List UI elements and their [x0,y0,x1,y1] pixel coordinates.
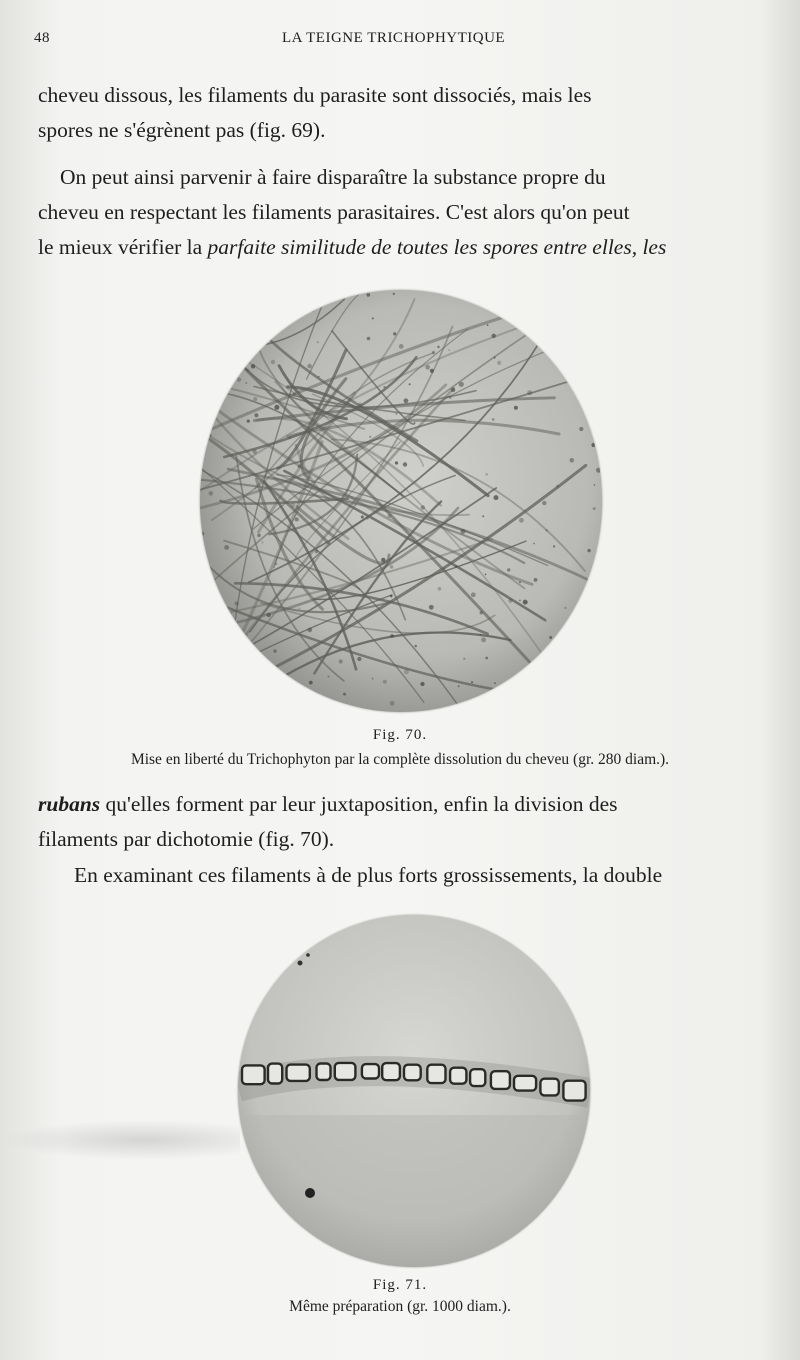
paragraph-1-line-2: spores ne s'égrènent pas (fig. 69). [38,118,326,142]
spore-cell [382,1063,400,1080]
spore-dot [299,493,301,495]
spore-dot [343,693,346,696]
paragraph-3-line-1 [38,787,762,822]
spore-dot [519,581,521,583]
spore-dot [430,369,434,373]
spore-dot [245,382,247,384]
spore-dot [383,680,387,684]
spore-dot [307,364,312,369]
spore-dot [254,413,258,417]
spore-cell [514,1076,536,1091]
spore-cell [335,1063,356,1080]
spore-dot [290,502,295,507]
spore-dot [209,491,214,496]
spore-dot [590,410,592,412]
spore-dot [366,517,368,519]
spore-dot [594,563,598,567]
spore-cell [242,1065,265,1084]
spore-dot [527,390,532,395]
spore-dot [409,383,411,385]
figure-71-caption: Même préparation (gr. 1000 diam.). [289,1298,511,1315]
spore-dot [595,603,600,608]
spore-dot [492,418,495,421]
paragraph-3-line-1-rest: qu'elles forment par leur juxtaposition, enfin la division des [100,792,618,816]
spore-dot [420,682,424,686]
spore-cell [427,1065,445,1083]
spore-dot [295,517,299,521]
spore-dot [396,413,398,415]
spore-dot [480,611,483,614]
spore-dot [492,334,496,338]
spore-dot [372,677,374,679]
figure-70-label: Fig. 70. [372,727,428,743]
paragraph-2-line-3-start: le mieux vérifier la [38,235,208,259]
spore-dot [253,397,257,401]
spore-dot [414,645,417,648]
spore-dot [393,293,395,295]
spore-dot [267,613,271,617]
spore-dot [517,295,521,299]
spore-dot [274,682,278,686]
spore-dot [207,432,209,434]
spore-dot [271,360,275,364]
spore-dot [228,613,232,617]
spore-dot [358,402,362,406]
spore-dot [451,388,455,392]
spore-dot [315,550,319,554]
spore-dot [545,529,548,532]
paragraph-3-line-2: filaments par dichotomie (fig. 70). [38,827,335,851]
spore-dot [553,344,555,346]
spore-dot [290,687,293,690]
spore-dot [289,437,291,439]
spore-dot [588,354,592,358]
spore-dot [429,605,434,610]
spore-dot [448,349,450,351]
spore-dot [596,468,601,473]
spore-cell [563,1081,585,1101]
spore-dot [541,302,543,304]
spore-dot [260,654,263,657]
spore-dot [275,563,278,566]
spore-dot [542,501,546,505]
spore-dot [437,346,440,349]
spore-dot [399,344,404,349]
spore-dot [357,657,361,661]
paragraph-3 [38,787,762,857]
spore-dot [200,532,204,536]
paragraph-2-line-1: On peut ainsi parvenir à faire disparaître la substance propre du [60,165,606,189]
paragraph-2 [38,160,762,265]
spore-dot [519,518,524,523]
spore-dot [308,694,311,697]
spore-cell [540,1079,558,1096]
spore-dot [562,371,567,376]
spore-dot [383,386,385,388]
spore-dot [508,599,512,603]
spore-dot [390,701,395,706]
spore-dot [432,351,435,354]
paragraph-4-line-1: En examinant ces filaments à de plus forts grossissements, la double [74,863,663,887]
spore-dot [202,371,204,373]
spore-dot [309,681,313,685]
spore-dot [310,307,314,311]
spore-dot [585,333,588,336]
spore-dot [253,450,257,454]
spore-dot [594,484,596,486]
spore-dot [540,663,545,668]
spore-dot [458,685,460,687]
spore-dot [381,558,385,562]
spore-cell [470,1069,485,1086]
spore-dot [372,317,374,319]
spore-dot [485,574,487,576]
spore-dot [579,427,583,431]
spore-dot [232,628,235,631]
spore-dot [592,704,595,707]
spore-dot [563,627,565,629]
spore-dot [466,290,469,293]
spore-dot [570,458,575,463]
spore-dot [482,515,484,517]
spore-dot [534,578,538,582]
spore-dot [208,433,212,437]
spore-dot [203,432,207,436]
spore-dot [367,337,371,341]
spore-cell [287,1065,310,1081]
spore-dot [461,529,466,534]
spore-dot [251,364,255,368]
spore-dot [390,634,394,638]
spore-dot [485,473,488,476]
figure-70-caption: Mise en liberté du Trichophyton par la complète dissolution du cheveu (gr. 280 diam.). [130,751,670,768]
spore-cell [450,1068,466,1084]
spore-dot [589,323,594,328]
spore-dot [393,332,396,335]
spore-dot [593,291,595,293]
spore-dot [471,592,476,597]
paragraph-2-line-3-italic: parfaite similitude de toutes les spores entre elles, les [207,235,667,259]
spore-dot [275,695,277,697]
spore-dot [494,682,496,684]
spore-dot [519,600,521,602]
spore-dot [361,516,364,519]
spore-dot [593,507,596,510]
figure-71-label: Fig. 71. [372,1277,428,1293]
spore-dot [403,462,407,466]
figure-71-micrograph [238,915,590,1267]
spore-dot [273,649,276,652]
spore-cell [268,1064,282,1084]
spore-dot [589,650,591,652]
paragraph-2-line-3 [38,230,762,265]
spore-dot [317,341,319,343]
page-number: 48 [34,30,50,46]
spore-dot [591,443,595,447]
spore-dot [471,681,473,683]
figure-70-micrograph [200,290,602,712]
spore-dot [298,607,300,609]
spore-dot [556,485,559,488]
spore-dot [438,587,442,591]
spore-dot [463,658,465,660]
spore-dot [390,565,393,568]
spore-dot [222,374,224,376]
spore-dot [246,644,251,649]
spore-dot [421,505,425,509]
paragraph-2-line-2: cheveu en respectant les filaments parasitaires. C'est alors qu'on peut [38,200,630,224]
spore-dot [327,675,329,677]
spore-dot [298,465,301,468]
spore-cell [362,1064,379,1078]
spore-dot [449,396,452,399]
spore-dot [494,357,496,359]
spore-dot [468,290,470,292]
spore-dot [224,545,229,550]
spore-dot [235,601,239,605]
spore-dot [481,637,486,642]
spore-dot [369,436,371,438]
spore-dot [204,301,207,304]
spore-dot [485,657,488,660]
spore-dot [247,420,250,423]
spore-dot [388,514,392,518]
spore-dot [507,568,510,571]
spore-cell [491,1071,510,1089]
paragraph-4 [38,858,762,893]
spore-dot [591,364,593,366]
spore-dot [497,361,501,365]
spore-dot [564,607,566,609]
spore-dot [581,608,583,610]
paragraph-1 [38,78,762,148]
spore-dot [554,308,558,312]
spore-dot [487,324,489,326]
spore-dot [459,382,464,387]
spore-dot [274,405,279,410]
spore-dot [549,636,552,639]
spore-dot [404,669,409,674]
running-title: LA TEIGNE TRICHOPHYTIQUE [282,30,506,46]
spore-dot [308,628,313,633]
spore-dot [210,382,215,387]
spore-dot [318,376,320,378]
spore-cell [317,1064,331,1081]
spore-dot [395,461,398,464]
spore-dot [262,541,264,543]
spore-dot [553,545,555,547]
spore-dot [587,549,590,552]
spore-dot [494,495,499,500]
spore-dot [523,600,528,605]
spore-dot [246,369,249,372]
spore-dot [480,634,482,636]
spore-dot [339,659,343,663]
spore-dot [443,568,445,570]
spore-dot [533,543,535,545]
spore-dot [404,398,409,403]
paragraph-1-line-1: cheveu dissous, les filaments du parasite sont dissociés, mais les [38,83,592,107]
spore-dot [514,406,518,410]
spore-cell [404,1065,421,1081]
print-smudge [0,1120,240,1160]
spore-dot [425,365,430,370]
spore-dot [237,377,241,381]
spore-dot [390,595,393,598]
spore-dot [208,639,211,642]
spore-dot [230,335,232,337]
spore-dot [517,299,520,302]
spore-dot [257,534,261,538]
paragraph-3-line-1-italic: rubans [38,792,101,816]
page-header [0,30,800,54]
spore-dot [228,383,230,385]
spore-dot [339,296,342,299]
spore-dot [279,684,283,688]
spore-dot [455,565,457,567]
spore-dot [293,393,296,396]
spore-dot [367,293,371,297]
